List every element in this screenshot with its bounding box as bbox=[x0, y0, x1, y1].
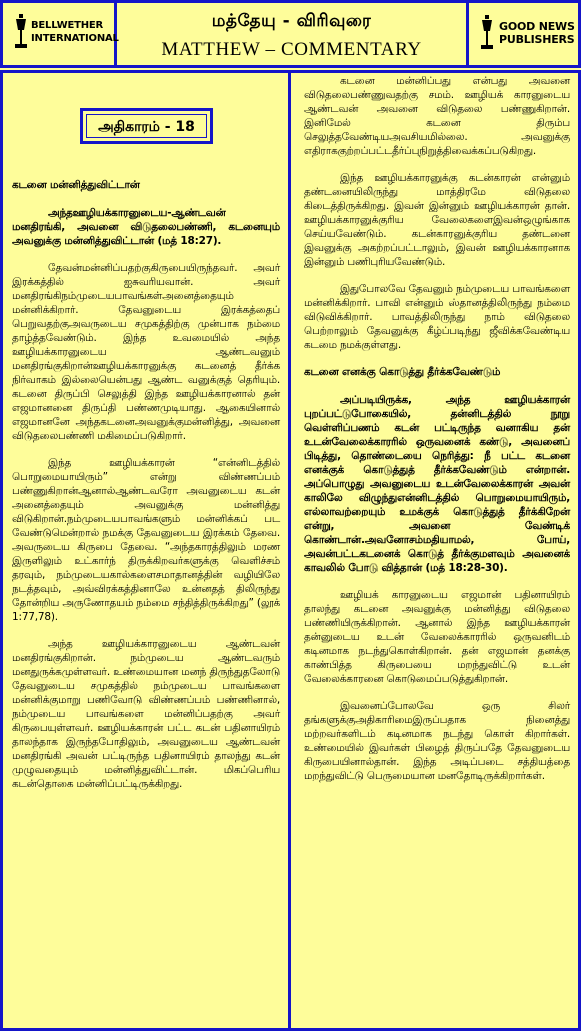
paragraph: தேவன்மன்னிப்பதற்குகிருபையிருந்தவர். அவர் இரக்கத்தில் ஐசுவரியவான். அவர் மனதிரங்கிநம்முடையபாவங்கள்அனைத்தையும் மன்னிக்கிறார். தேவனுடைய இரக்கத்தைப் பெறுவதற்குஅவருடைய சமுகத்திற்கு முன்பாக நம்மை தாழ்த்தவேண்டும். இந்த உவமையில் அந்த ஊழியக்காரனுடைய ஆண்டவனும் மனதிரங்குகிறான்ஊழியக்காரனுக்கு கடனைத் தீர்க்க நிர்வாகம் இல்லையென்பது ஆண்ட வனுக்குத் தெரியும். கடனை திருப்பி செலுத்தி இந்த ஊழியக்காரனால் தன் எஜமானனை திருப்தி பண்ணமுடியாது. ஆகையினால் எஜமானனே அந்தகடனைஅவனுக்குமன்னித்து, அவனை விடுதலைபண்ணி மகிமைப்படுகிறார். bbox=[12, 262, 280, 442]
logo-line-1: GOOD NEWS bbox=[499, 20, 575, 33]
good-news-logo bbox=[466, 3, 578, 65]
good-news-logo-text bbox=[499, 20, 575, 46]
header-titles bbox=[120, 3, 463, 65]
column-divider bbox=[288, 70, 291, 1031]
paragraph: இதுபோலவே தேவனும் நம்முடைய பாவங்களை மன்னிக்கிறார். பாவி என்னும் ஸ்தானத்திலிருந்து நம்மை விடுவிக்கிறார். பாவத்திலிருந்து நாம் விடுதலை பெற்றாலும் தேவனுக்கு கீழ்ப்படிந்து ஜீவிக்கவேண்டிய கடமை நமக்குள்ளது. bbox=[304, 283, 570, 351]
paragraph: கடனை மன்னிப்பது என்பது அவனை விடுதலைபண்ணுவதற்கு சமம். ஊழியக் காரனுடைய ஆண்டவன் அவனை விடுதலை பண்ணுகிறான். இனிமேல் கடனை திரும்ப செலுத்தவேண்டியஅவசியமில்லை. அவனுக்கு எதிராககுற்றப்பட்டதீர்ப்புநிறுத்திவைக்கப்படுகிறது. bbox=[304, 75, 570, 157]
logo-line-2: PUBLISHERS bbox=[499, 33, 575, 46]
chapter-label: அதிகாரம் - 18 bbox=[86, 114, 207, 138]
logo-line-1: BELLWETHER bbox=[31, 20, 104, 31]
paragraph: இந்த ஊழியக்காரனுக்கு கடன்காரன் என்னும் தண்டனையிலிருந்து மாத்திரமே விடுதலை கிடைத்திருக்கிறது. இவன் இன்னும் ஊழியக்காரன் தான். ஊழியக்காரனுக்குரிய வேலைகளைஇவன்ஒழுங்காக செய்யவேண்டும். கடன்காரனுக்குரிய தண்டனை இவனுக்கு அகற்றப்பட்டாலும், இவன் ஊழியக்காரனாக இன்னும் பணிபுரியவேண்டும். bbox=[304, 172, 570, 268]
paragraph: இவனைப்போலவே ஒரு சிலர் தங்களுக்குஅதிகாரிமைஇருப்பதாக நினைத்து மற்றவர்களிடம் கடினமாக நடந்து கொள் கிறார்கள். உண்மையில் இவர்கள் பிழைத் திருப்பதே தேவனுடைய கிருபையினால்தான். இந்த அடிப்படை சத்தியத்தை மறந்துவிட்டு பெருமையான மனதோடிருக்கிறார்கள். bbox=[304, 700, 570, 782]
bellwether-logo-text bbox=[31, 19, 119, 45]
lamp-icon bbox=[13, 12, 29, 52]
bellwether-logo bbox=[3, 3, 117, 65]
title-tamil: மத்தேயு - விரிவுரை bbox=[211, 11, 372, 31]
verse-quote: அந்தஊழியக்காரனுடைய-ஆண்டவன் மனதிரங்கி, அவனை விடுதலைபண்ணி, கடனையும் அவனுக்கு மன்னித்துவிட்டான் (மத் 18:27). bbox=[12, 207, 280, 247]
paragraph: ஊழியக் காரனுடைய எஜமான் பதினாயிரம் தாலந்து கடனை அவனுக்கு மன்னித்து விடுதலை பண்ணியிருக்கிறான். ஆனால் இந்த ஊழியக்காரன் தன்னுடைய உடன் வேலைக்காரரில் ஒருவனிடம் கடினமாக நடந்துகொள்கிறான். தன் எஜமான் தனக்கு காண்பித்த கிருபையை மறந்துவிட்டு உடன் வேலைக்காரனை கொடுமைப்படுத்துகிறான். bbox=[304, 589, 570, 685]
section-heading: கடனை மன்னித்துவிட்டான் bbox=[12, 179, 140, 191]
logo-line-2: INTERNATIONAL bbox=[31, 33, 119, 44]
section-heading: கடனை எனக்கு கொடுத்து தீர்க்கவேண்டும் bbox=[304, 366, 501, 378]
right-column bbox=[304, 74, 570, 796]
lamp-icon bbox=[479, 13, 495, 53]
left-column bbox=[12, 74, 280, 804]
header-banner bbox=[0, 0, 581, 68]
paragraph: அந்த ஊழியக்காரனுடைய ஆண்டவன் மனதிரங்குகிறான். நம்முடைய ஆண்டவரும் மனதுருக்கமுள்ளவர். உண்மையான மனந் திருந்துதலோடு தேவனுடைய சமுகத்தில் நம்முடைய பாவங்களை மன்னிக்குமாறு பணிவோடு விண்ணப்பம் பண்ணினால், நம்முடைய பாவங்களை மன்னிப்பதற்கு அவர் கிருபையுள்ளவர். ஊழியக்காரன் பட்ட கடன் பதினாயிரம் தாலந்தாக இருந்தபோதிலும், அவனுடைய ஆண்டவன் மனதிரங்கி அவன் பட்டிருந்த பதினாயிரம் தாலந்து கடன் முழுவதையும் மன்னித்துவிட்டான். மிகப்பெரிய கடன்தொகை மன்னிப்பட்டிருக்கிறது. bbox=[12, 638, 280, 790]
chapter-box bbox=[80, 108, 213, 144]
paragraph: இந்த ஊழியக்காரன் “என்னிடத்தில் பொறுமையாயிரும்” என்று விண்ணப்பம் பண்ணுகிறான்ஆனால்ஆண்டவரோ அவனுடைய கடன் அனைத்தையும் அவனுக்கு மன்னித்து விடுகிறான்.நம்முடையபாவங்களும் மன்னிக்கப் பட வேண்டுமென்றால் நமக்கு தேவனுடைய இரக்கம் தேவை. அவருடைய கிருபை தேவை. “அந்தகாரத்திலும் மரண இருளிலும் உட்கார்ந் திருக்கிறவர்களுக்கு வெளிச்சம் தரவும், நம்முடையகால்களைசமாதானத்தின் வழியிலே நடத்தவும், அவ்விரக்கத்தினாலே உன்னதத் திலிருந்து தோன்றிய அருணோதயம் நம்மை சந்தித்திருக்கிறது” (லூக் 1:77,78). bbox=[12, 457, 280, 623]
verse-quote: அப்படியிருக்க, அந்த ஊழியக்காரன் புறப்பட்டுபோகையில், தன்னிடத்தில் நூறு வெள்ளிப்பணம் கடன் பட்டிருந்த வனாகிய தன் உடன்வேலைக்காரரில் ஒருவனைக் கண்டு, அவனைப் பிடித்து, தொண்டையை நெரித்து: நீ பட்ட கடனை எனக்குக் கொடுத்துத் தீர்க்கவேண்டும் என்றான். அப்பொழுது அவனுடைய உடன்வேலைக்காரன் அவன் காலிலே விழுந்துஎன்னிடத்தில் பொறுமையாயிரும், எல்லாவற்றையும் உமக்குக் கொடுத்துத் தீர்க்கிறேன் என்று, அவனை வேண்டிக் கொண்டான்.அவனோசம்மதியாமல், போய், அவன்பட்டகடனைக் கொடுத் தீர்க்குமளவும் அவனைக் காவலில் போடு வித்தான் (மத் 18:28-30). bbox=[304, 394, 570, 574]
title-english: MATTHEW – COMMENTARY bbox=[161, 39, 422, 60]
